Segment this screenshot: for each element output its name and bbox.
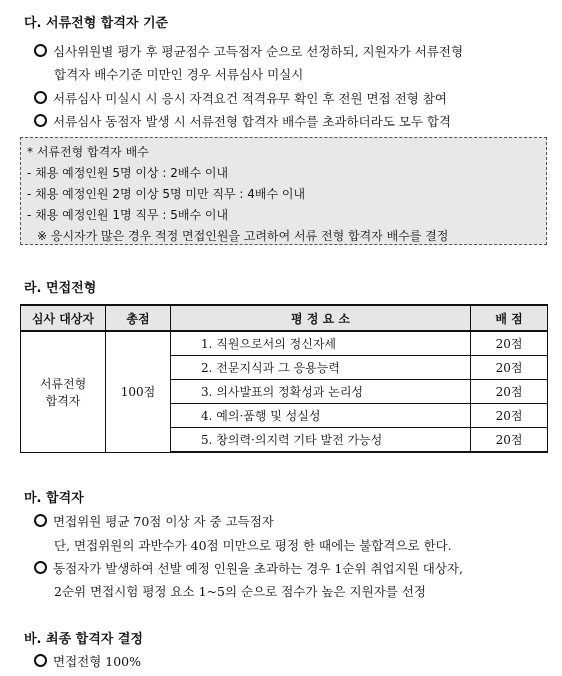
score-cell: 20점: [471, 356, 548, 380]
circle-bullet-icon: [34, 114, 47, 127]
interview-table: [20, 304, 548, 453]
box-line-1: * 서류전형 합격자 배수: [27, 145, 149, 159]
ma-line-3: 동점자가 발생하여 선발 예정 인원을 초과하는 경우 1순위 취업지원 대상자,: [34, 559, 463, 577]
section-ra-title: 라. 면접전형: [24, 281, 97, 296]
score-cell: 20점: [471, 404, 548, 428]
score-cell: 20점: [471, 380, 548, 404]
section-ba-title: 바. 최종 합격자 결정: [24, 632, 143, 647]
bullet-3: 서류심사 동점자 발생 시 서류전형 합격자 배수를 초과하더라도 모두 합격: [34, 112, 451, 130]
section-da-title: 다. 서류전형 합격자 기준: [24, 16, 169, 31]
box-line-3: - 채용 예정인원 2명 이상 5명 미만 직무 : 4배수 이내: [27, 187, 306, 201]
circle-bullet-icon: [34, 561, 47, 574]
ma-line-1: 면접위원 평균 70점 이상 자 중 고득점자: [34, 512, 274, 530]
bullet-1-line-1: 심사위원별 평가 후 평균점수 고득점자 순으로 선정하되, 지원자가 서류전형: [34, 42, 463, 60]
score-cell: 20점: [471, 331, 548, 356]
table-row: [21, 331, 548, 356]
table-header-row: [21, 305, 548, 331]
criteria-cell: 5. 창의력·의지력 기타 발전 가능성: [171, 428, 471, 453]
header-criteria: 평 정 요 소: [171, 305, 471, 331]
total-cell: 100점: [106, 331, 171, 452]
ba-line: 면접전형 100%: [34, 652, 141, 670]
box-line-2: - 채용 예정인원 5명 이상 : 2배수 이내: [27, 166, 229, 180]
ma-line-4: 2순위 면접시험 평정 요소 1~5의 순으로 점수가 높은 지원자를 선정: [54, 584, 426, 599]
box-line-4: - 채용 예정인원 1명 직무 : 5배수 이내: [27, 208, 229, 222]
ma-line-2: 단, 면접위원의 과반수가 40점 미만으로 평정 한 때에는 불합격으로 한다.: [54, 538, 452, 553]
box-note: ※ 응시자가 많은 경우 적정 면접인원을 고려하여 서류 전형 합격자 배수를 결정: [37, 229, 449, 243]
header-score: 배 점: [471, 305, 548, 331]
target-cell: 서류전형 합격자: [21, 331, 106, 452]
circle-bullet-icon: [34, 654, 47, 667]
criteria-cell: 1. 직원으로서의 정신자세: [171, 331, 471, 356]
criteria-cell: 4. 예의·품행 및 성실성: [171, 404, 471, 428]
section-ma-title: 마. 합격자: [24, 491, 84, 506]
score-cell: 20점: [471, 428, 548, 453]
circle-bullet-icon: [34, 91, 47, 104]
bullet-1-line-2: 합격자 배수기준 미만인 경우 서류심사 미실시: [54, 67, 304, 82]
circle-bullet-icon: [34, 44, 47, 57]
header-total: 총점: [106, 305, 171, 331]
circle-bullet-icon: [34, 514, 47, 527]
criteria-cell: 3. 의사발표의 정확성과 논리성: [171, 380, 471, 404]
multiplier-note-box: [20, 137, 547, 245]
criteria-cell: 2. 전문지식과 그 응용능력: [171, 356, 471, 380]
bullet-2: 서류심사 미실시 시 응시 자격요건 적격유무 확인 후 전원 면접 전형 참여: [34, 89, 447, 107]
header-target: 심사 대상자: [21, 305, 106, 331]
